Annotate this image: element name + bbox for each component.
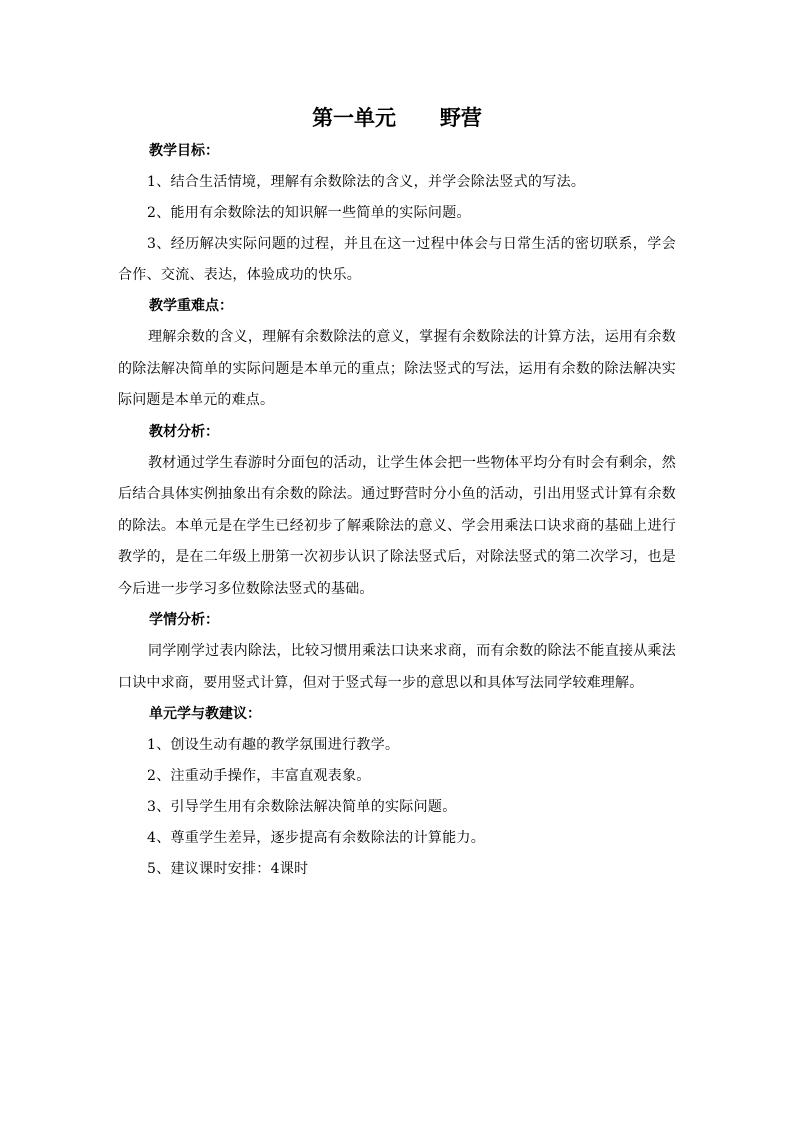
list-item: 3、经历解决实际问题的过程，并且在这一过程中体会与日常生活的密切联系，学会合作、交流、表达，体验成功的快乐。 [118, 236, 676, 283]
paragraph: 同学刚学过表内除法，比较习惯用乘法口诀来求商，而有余数的除法不能直接从乘法口诀中求商，要用竖式计算，但对于竖式每一步的意思以和具体写法同学较难理解。 [118, 643, 676, 691]
document-page [118, 100, 676, 885]
paragraph: 教材通过学生春游时分面包的活动，让学生体会把一些物体平均分有时会有剩余，然后结合具体实例抽象出有余数的除法。通过野营时分小鱼的活动，引出用竖式计算有余数的除法。本单元是在学生已经初步了解乘除法的意义、学会用乘法口诀求商的基础上进行教学的，是在二年级上册第一次初步认识了除法竖式后，对除法竖式的第二次学习，也是今后进一步学习多位数除法竖式的基础。 [118, 454, 676, 597]
list-item: 3、引导学生用有余数除法解决简单的实际问题。 [147, 799, 457, 815]
section-student-analysis [118, 605, 676, 699]
section-heading: 教学目标： [149, 143, 219, 159]
paragraph: 理解余数的含义，理解有余数除法的意义，掌握有余数除法的计算方法，运用有余数的除法解决简单的实际问题是本单元的重点；除法竖式的写法，运用有余数的除法解决实际问题是本单元的难点。 [118, 329, 676, 408]
section-heading: 教学重难点： [149, 298, 233, 314]
list-item: 2、注重动手操作，丰富直观表象。 [147, 768, 371, 784]
list-item: 1、创设生动有趣的教学氛围进行教学。 [147, 737, 400, 753]
list-item: 5、建议课时安排：4课时 [147, 861, 309, 877]
section-heading: 学情分析： [149, 612, 219, 628]
page-title: 第一单元 野营 [312, 106, 482, 130]
list-item: 2、能用有余数除法的知识解一些简单的实际问题。 [147, 205, 471, 221]
list-item: 4、尊重学生差异，逐步提高有余数除法的计算能力。 [147, 830, 486, 846]
section-material-analysis [118, 417, 676, 606]
section-heading: 单元学与教建议： [149, 706, 261, 722]
section-key-difficulties [118, 291, 676, 417]
section-teaching-goals [118, 136, 676, 291]
list-item: 1、结合生活情境，理解有余数除法的含义，并学会除法竖式的写法。 [147, 174, 586, 190]
section-suggestions [118, 699, 676, 885]
section-heading: 教材分析： [149, 423, 219, 440]
